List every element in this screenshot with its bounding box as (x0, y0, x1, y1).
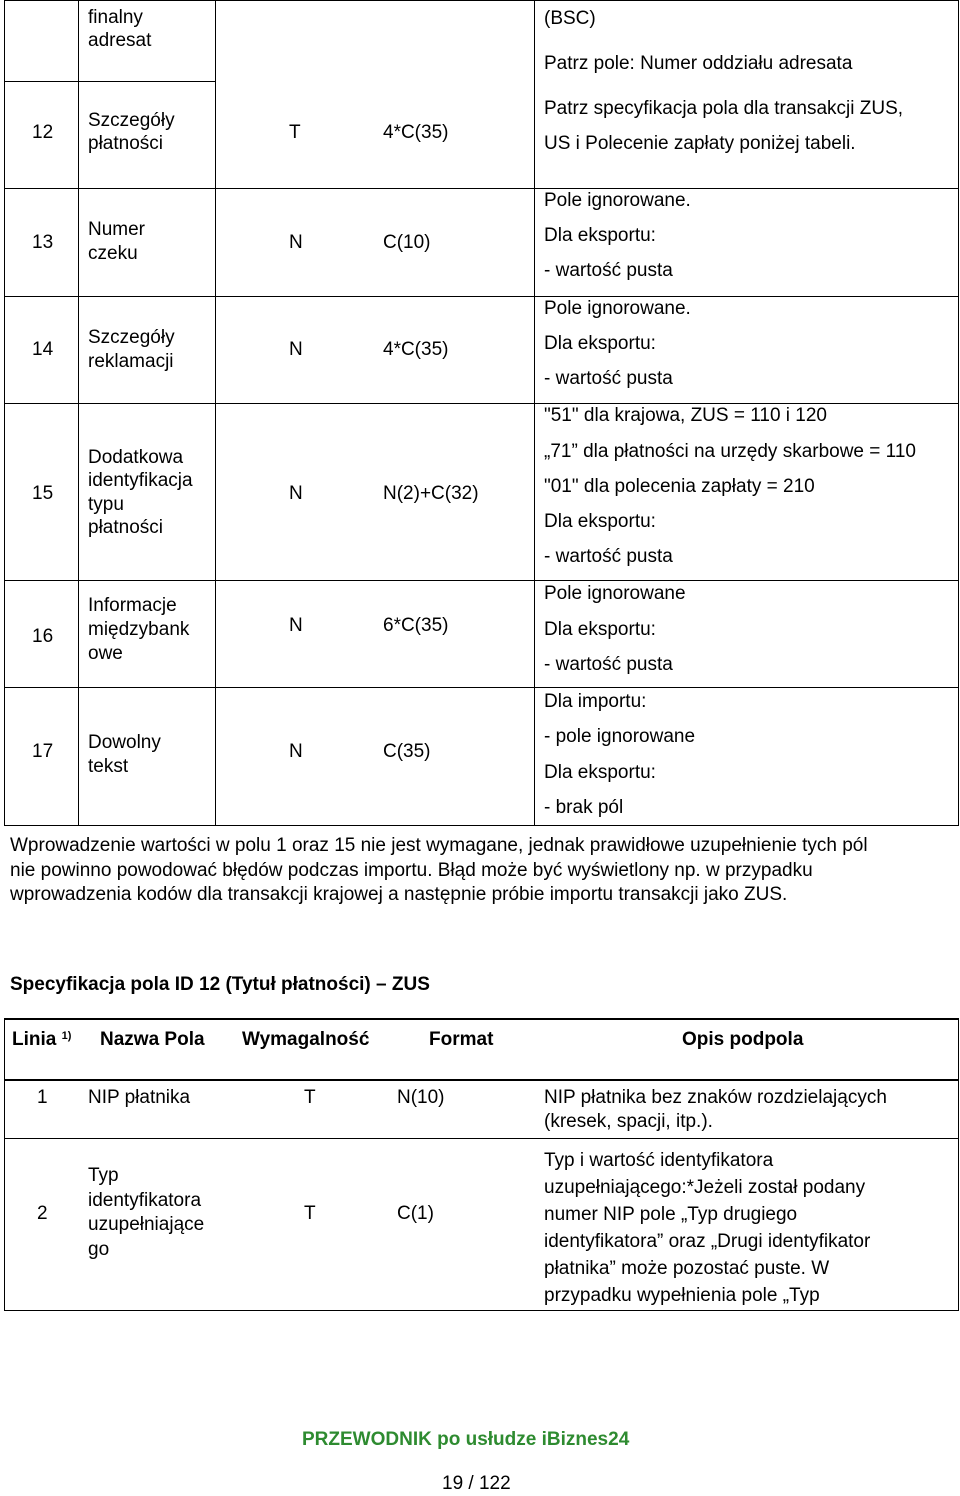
field-name: czeku (88, 243, 138, 264)
field-description: "01" dla polecenia zapłaty = 210 (544, 476, 815, 497)
field-description: Dla eksportu: (544, 225, 656, 246)
row-number: 2 (37, 1203, 48, 1224)
field-description: Pole ignorowane (544, 583, 686, 604)
field-description: Dla importu: (544, 691, 647, 712)
field-requirement: N (289, 741, 303, 762)
field-name: Numer (88, 219, 146, 240)
field-description: Dla eksportu: (544, 619, 656, 640)
field-name: Szczegóły (88, 110, 175, 131)
field-name: owe (88, 643, 123, 664)
page-number: 19 / 122 (442, 1473, 511, 1494)
field-description: identyfikatora” oraz „Drugi identyfikator (544, 1231, 871, 1252)
field-name: go (88, 1239, 110, 1260)
field-description: - pole ignorowane (544, 726, 696, 747)
field-format: C(1) (397, 1203, 434, 1224)
field-name: identyfikatora (88, 1190, 202, 1211)
field-name: Szczegóły (88, 327, 175, 348)
field-description: Dla eksportu: (544, 333, 656, 354)
field-description: Patrz specyfikacja pola dla transakcji ZUS, (544, 98, 904, 119)
note-line: Wprowadzenie wartości w polu 1 oraz 15 nie jest wymagane, jednak prawidłowe uzupełnienie tych pól (10, 835, 868, 856)
field-description: - wartość pusta (544, 368, 673, 389)
row-number: 16 (32, 626, 54, 647)
field-description: Pole ignorowane. (544, 190, 691, 211)
field-name: uzupełniające (88, 1214, 205, 1235)
header-wymagalnosc: Wymagalność (242, 1029, 370, 1050)
field-requirement: T (289, 122, 301, 143)
field-name: adresat (88, 30, 152, 51)
field-name: typu (88, 494, 124, 515)
field-name: płatności (88, 517, 163, 538)
field-format: C(35) (383, 741, 431, 762)
field-description: „71” dla płatności na urzędy skarbowe = 110 (544, 441, 916, 462)
field-name: reklamacji (88, 351, 174, 372)
field-format: N(10) (397, 1087, 445, 1108)
note-line: wprowadzenia kodów dla transakcji krajowej a następnie próbie importu transakcji jako ZUS. (10, 884, 788, 905)
field-name: płatności (88, 133, 163, 154)
field-description: "51" dla krajowa, ZUS = 110 i 120 (544, 405, 827, 426)
field-description: Dla eksportu: (544, 762, 656, 783)
header-nazwa-pola: Nazwa Pola (100, 1029, 205, 1050)
field-name: tekst (88, 756, 129, 777)
field-requirement: T (304, 1087, 316, 1108)
field-description: Patrz pole: Numer oddziału adresata (544, 53, 853, 74)
section-title: Specyfikacja pola ID 12 (Tytuł płatności) – ZUS (10, 974, 430, 995)
field-format: 4*C(35) (383, 122, 449, 143)
field-name: Typ (88, 1165, 119, 1186)
field-name: NIP płatnika (88, 1087, 191, 1108)
footer-title: PRZEWODNIK po usłudze iBiznes24 (302, 1429, 630, 1450)
field-name: identyfikacja (88, 470, 193, 491)
field-name: Dodatkowa (88, 447, 184, 468)
row-number: 13 (32, 232, 54, 253)
row-number: 1 (37, 1087, 48, 1108)
header-opis-podpola: Opis podpola (682, 1029, 804, 1050)
row-number: 12 (32, 122, 54, 143)
field-requirement: N (289, 339, 303, 360)
field-name: finalny (88, 7, 143, 28)
note-line: nie powinno powodować błędów podczas importu. Błąd może być wyświetlony np. w przypadku (10, 860, 813, 881)
field-description: przypadku wypełnienia pole „Typ (544, 1285, 820, 1306)
field-format: 6*C(35) (383, 615, 449, 636)
field-name: międzybank (88, 619, 190, 640)
field-description: - brak pól (544, 797, 624, 818)
field-description: płatnika” może pozostać puste. W (544, 1258, 830, 1279)
field-description: uzupełniającego:*Jeżeli został podany (544, 1177, 866, 1198)
header-format: Format (429, 1029, 494, 1050)
field-requirement: T (304, 1203, 316, 1224)
field-name: Informacje (88, 595, 177, 616)
field-requirement: N (289, 483, 303, 504)
field-format: C(10) (383, 232, 431, 253)
field-description: (BSC) (544, 8, 596, 29)
header-linia: Linia $^{1)}$ (12, 1029, 72, 1050)
row-number: 14 (32, 339, 54, 360)
field-description: Typ i wartość identyfikatora (544, 1150, 774, 1171)
field-description: - wartość pusta (544, 546, 673, 567)
row-number: 17 (32, 741, 54, 762)
field-description: - wartość pusta (544, 260, 673, 281)
field-requirement: N (289, 232, 303, 253)
field-format: N(2)+C(32) (383, 483, 479, 504)
row-number: 15 (32, 483, 54, 504)
field-name: Dowolny (88, 732, 161, 753)
field-description: - wartość pusta (544, 654, 673, 675)
field-format: 4*C(35) (383, 339, 449, 360)
field-description: numer NIP pole „Typ drugiego (544, 1204, 798, 1225)
field-description: US i Polecenie zapłaty poniżej tabeli. (544, 133, 856, 154)
field-description: NIP płatnika bez znaków rozdzielających (544, 1087, 887, 1108)
field-description: Pole ignorowane. (544, 298, 691, 319)
field-description: (kresek, spacji, itp.). (544, 1111, 713, 1132)
field-description: Dla eksportu: (544, 511, 656, 532)
field-requirement: N (289, 615, 303, 636)
